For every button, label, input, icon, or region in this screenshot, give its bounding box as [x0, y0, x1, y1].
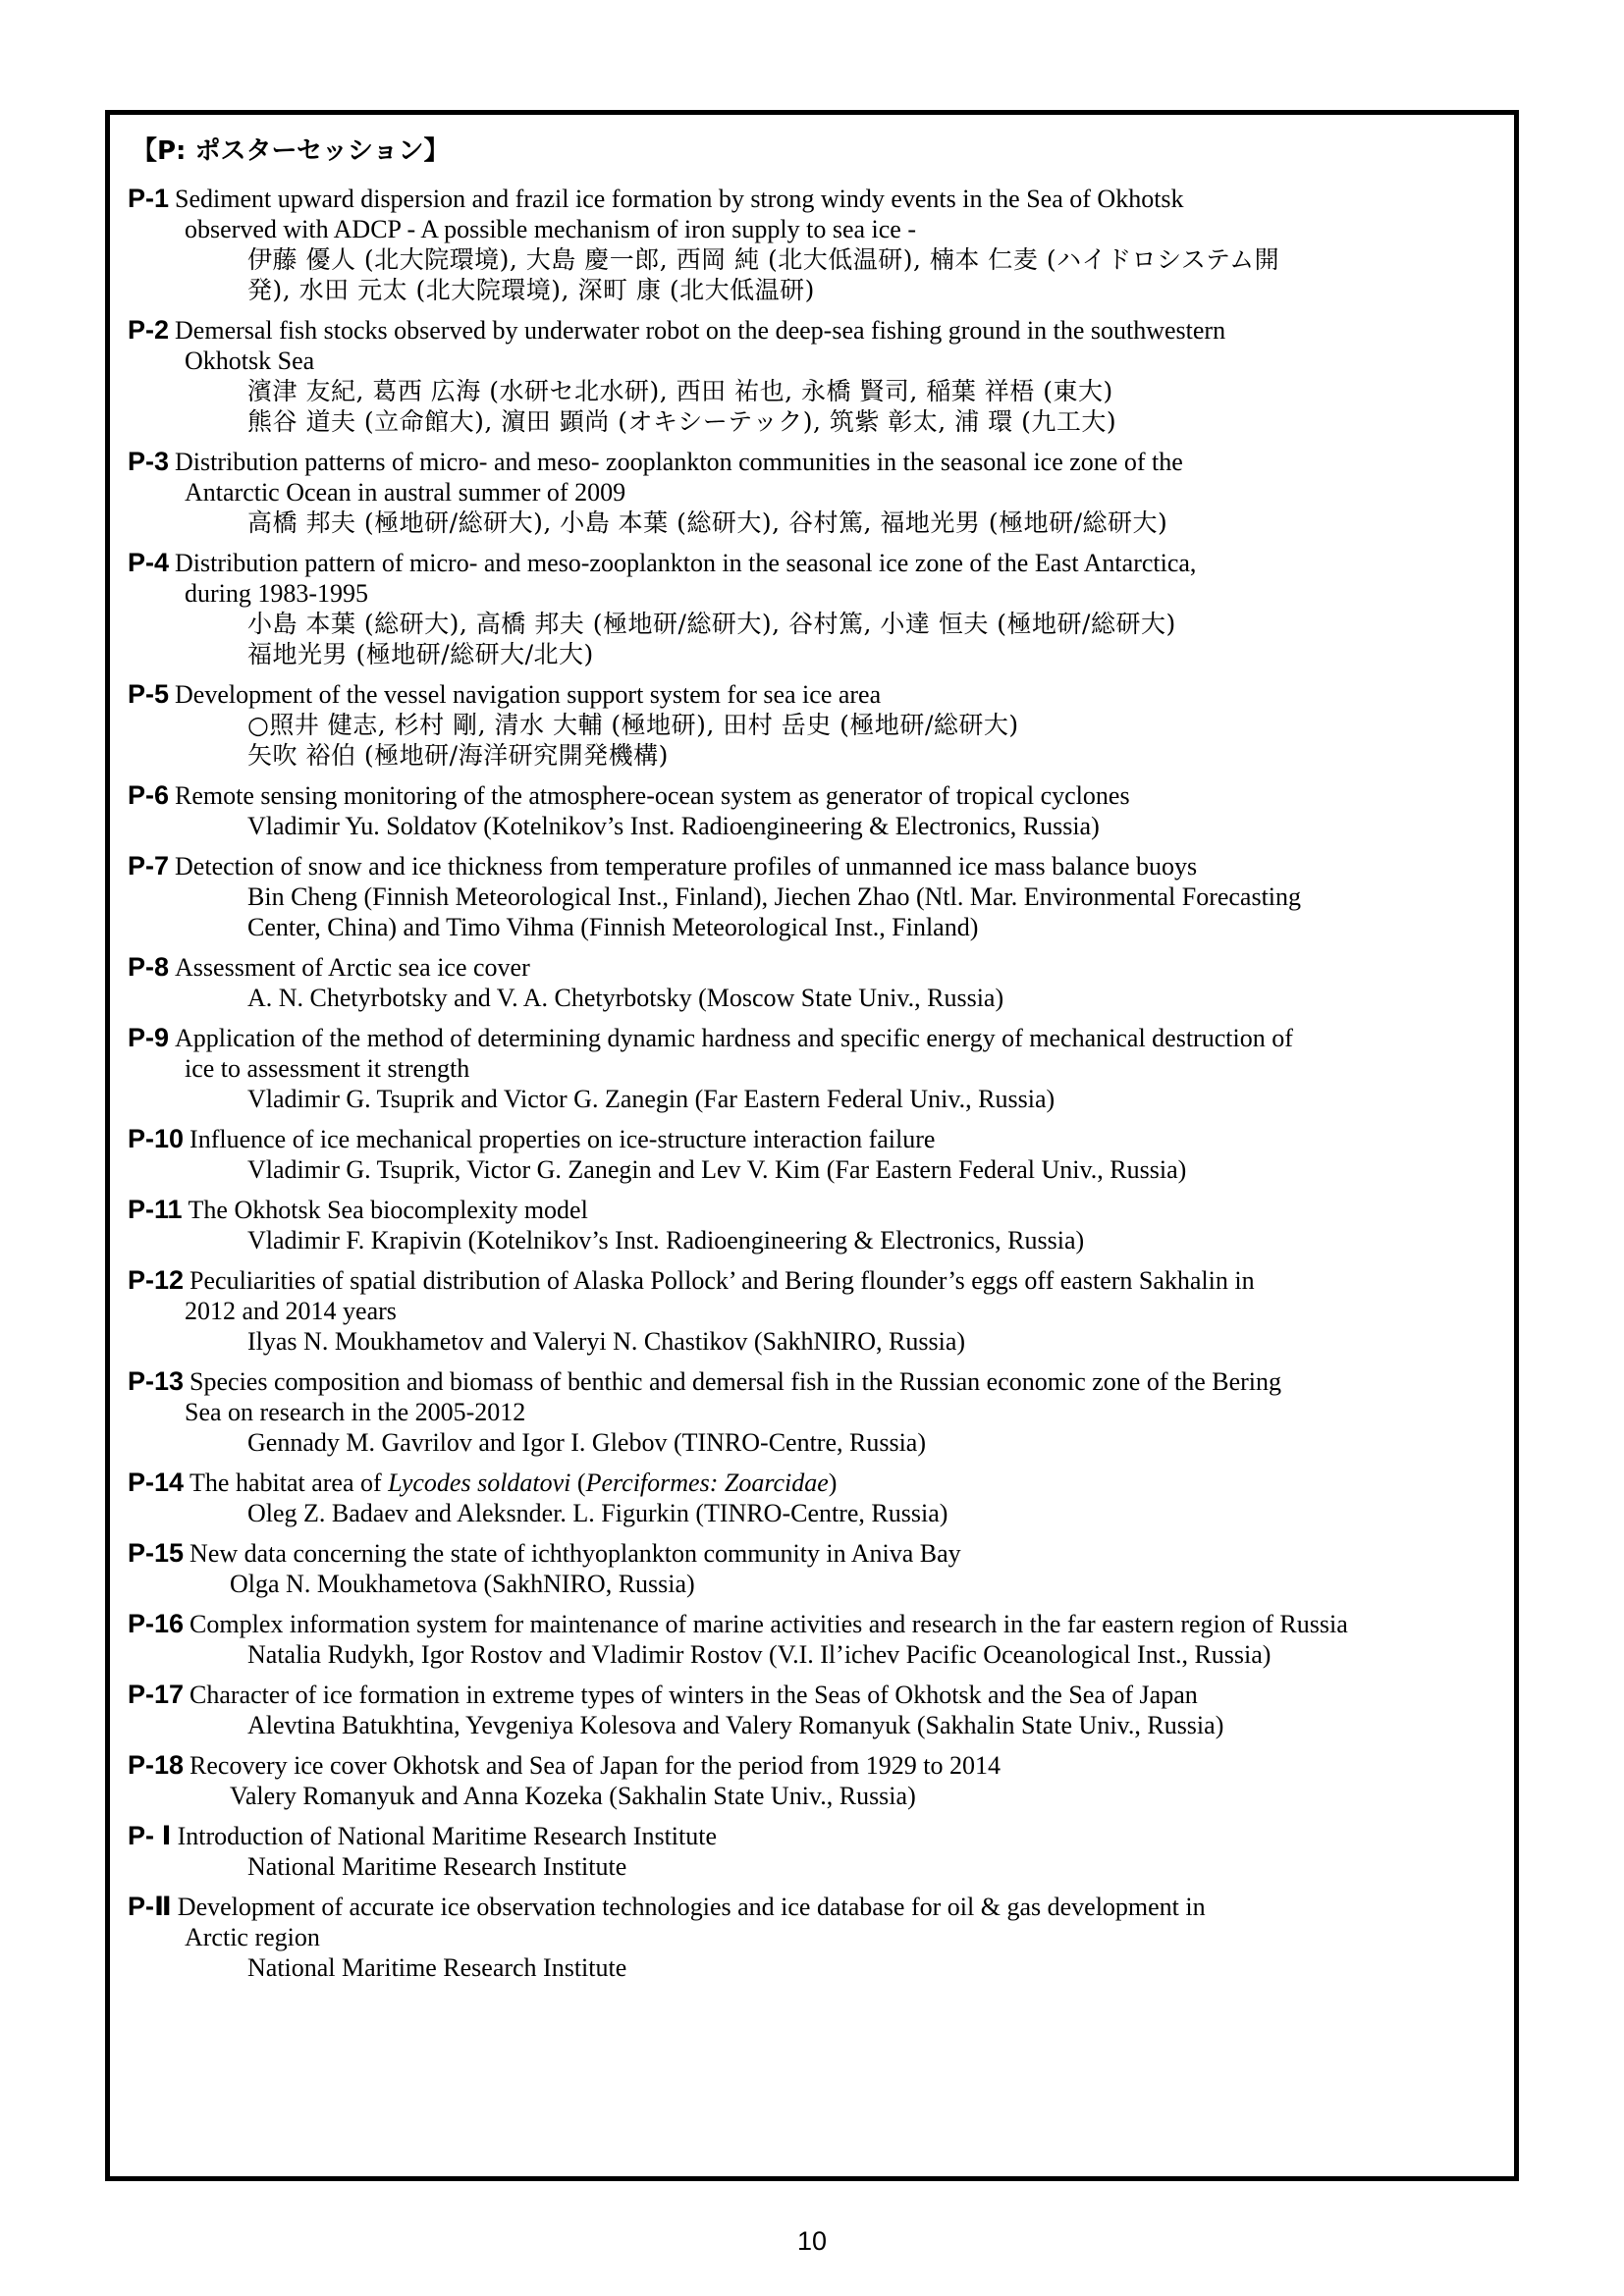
- entry-title-continued: Okhotsk Sea: [185, 347, 315, 375]
- poster-list: [128, 184, 1502, 1993]
- entry-title-line: [128, 1680, 1502, 1710]
- entry-title-line: [128, 1124, 1502, 1154]
- poster-entry: [128, 1366, 1502, 1458]
- entry-title-continued: ice to assessment it strength: [185, 1054, 470, 1083]
- entry-title-line: [128, 851, 1502, 881]
- entry-authors: Vladimir Yu. Soldatov (Kotelnikov’s Inst. Radioengineering & Electronics, Russia): [247, 812, 1100, 840]
- entry-authors: Olga N. Moukhametova (SakhNIRO, Russia): [230, 1570, 695, 1598]
- poster-entry: [128, 952, 1502, 1013]
- entry-authors: 発), 水田 元太 (北大院環境), 深町 康 (北大低温研): [247, 276, 815, 304]
- entry-title-continued: Sea on research in the 2005-2012: [185, 1398, 526, 1426]
- entry-title: Distribution pattern of micro- and meso-zooplankton in the seasonal ice zone of the East Antarctica,: [175, 549, 1197, 577]
- entry-authors: Oleg Z. Badaev and Aleksnder. L. Figurkin (TINRO-Centre, Russia): [247, 1499, 948, 1527]
- entry-code: P-3: [128, 447, 170, 476]
- entry-code: P-18: [128, 1750, 185, 1780]
- poster-entry: [128, 1821, 1502, 1882]
- entry-authors: 高橋 邦夫 (極地研/総研大), 小島 本葉 (総研大), 谷村篤, 福地光男 (極地研/総研大): [247, 508, 1168, 537]
- entry-authors: 小島 本葉 (総研大), 高橋 邦夫 (極地研/総研大), 谷村篤, 小達 恒夫 (極地研/総研大): [247, 610, 1176, 638]
- poster-entry: [128, 851, 1502, 942]
- entry-title: Influence of ice mechanical properties on ice-structure interaction failure: [189, 1125, 936, 1153]
- entry-title: Peculiarities of spatial distribution of Alaska Pollock’ and Bering flounder’s eggs off eastern Sakhalin in: [189, 1266, 1255, 1295]
- entry-title: Application of the method of determining dynamic hardness and specific energy of mechanical destruction of: [175, 1024, 1293, 1052]
- entry-title: Development of accurate ice observation technologies and ice database for oil & gas development in: [177, 1893, 1206, 1921]
- poster-entry: [128, 1609, 1502, 1670]
- entry-authors: National Maritime Research Institute: [247, 1852, 627, 1881]
- entry-code: P-Ⅱ: [128, 1892, 172, 1921]
- entry-authors: 矢吹 裕伯 (極地研/海洋研究開発機構): [247, 741, 669, 770]
- entry-authors: 福地光男 (極地研/総研大/北大): [247, 640, 594, 668]
- entry-title: Introduction of National Maritime Research Institute: [177, 1822, 718, 1850]
- entry-authors: Vladimir F. Krapivin (Kotelnikov’s Inst. Radioengineering & Electronics, Russia): [247, 1226, 1085, 1255]
- entry-title: Sediment upward dispersion and frazil ice formation by strong windy events in the Sea of Okhotsk: [175, 185, 1184, 213]
- entry-code: P-11: [128, 1195, 183, 1224]
- entry-code: P-14: [128, 1468, 185, 1497]
- entry-title-line: [128, 1366, 1502, 1397]
- entry-title: Detection of snow and ice thickness from temperature profiles of unmanned ice mass balance buoys: [175, 852, 1198, 881]
- entry-title-line: [128, 447, 1502, 477]
- entry-title: Demersal fish stocks observed by underwater robot on the deep-sea fishing ground in the southwestern: [175, 316, 1226, 345]
- entry-authors: 熊谷 道夫 (立命館大), 濵田 顕尚 (オキシーテック), 筑紫 彰太, 浦 環 (九工大): [247, 407, 1117, 436]
- entry-title-line: [128, 1195, 1502, 1225]
- entry-authors: Valery Romanyuk and Anna Kozeka (Sakhalin State Univ., Russia): [230, 1782, 916, 1810]
- poster-entry: [128, 1680, 1502, 1740]
- poster-entry: [128, 1265, 1502, 1357]
- section-title: 【P: ポスターセッション】: [132, 136, 450, 166]
- poster-entry: [128, 1750, 1502, 1811]
- poster-entry: [128, 548, 1502, 669]
- entry-code: P-15: [128, 1538, 185, 1568]
- poster-entry: [128, 1538, 1502, 1599]
- entry-title-line: [128, 1892, 1502, 1922]
- poster-entry: [128, 1195, 1502, 1255]
- entry-title: The Okhotsk Sea biocomplexity model: [188, 1196, 588, 1224]
- entry-code: P-16: [128, 1609, 185, 1638]
- entry-title: Complex information system for maintenance of marine activities and research in the far eastern region of Russia: [189, 1610, 1348, 1638]
- entry-authors: A. N. Chetyrbotsky and V. A. Chetyrbotsky (Moscow State Univ., Russia): [247, 984, 1004, 1012]
- entry-title: Development of the vessel navigation support system for sea ice area: [175, 680, 882, 709]
- entry-authors: Gennady M. Gavrilov and Igor I. Glebov (TINRO-Centre, Russia): [247, 1428, 927, 1457]
- entry-code: P-1: [128, 184, 170, 213]
- entry-title: Recovery ice cover Okhotsk and Sea of Japan for the period from 1929 to 2014: [189, 1751, 1001, 1780]
- entry-authors: ○照井 健志, 杉村 剛, 清水 大輔 (極地研), 田村 岳史 (極地研/総研大): [247, 711, 1019, 739]
- entry-title-line: [128, 184, 1502, 214]
- entry-authors: Natalia Rudykh, Igor Rostov and Vladimir Rostov (V.I. Il’ichev Pacific Oceanological Inst., Russia): [247, 1640, 1272, 1669]
- entry-code: P-6: [128, 780, 170, 810]
- poster-entry: [128, 1892, 1502, 1983]
- entry-code: P-7: [128, 851, 170, 881]
- entry-code: P-5: [128, 679, 170, 709]
- entry-title: New data concerning the state of ichthyoplankton community in Aniva Bay: [189, 1539, 961, 1568]
- entry-title-line: [128, 679, 1502, 710]
- entry-authors: Bin Cheng (Finnish Meteorological Inst., Finland), Jiechen Zhao (Ntl. Mar. Environmental Forecasting: [247, 882, 1302, 911]
- entry-title-continued: 2012 and 2014 years: [185, 1297, 397, 1325]
- entry-title: Assessment of Arctic sea ice cover: [175, 953, 530, 982]
- entry-authors: 濱津 友紀, 葛西 広海 (水研セ北水研), 西田 祐也, 永橋 賢司, 稲葉 祥梧 (東大): [247, 377, 1113, 405]
- entry-title-line: [128, 548, 1502, 578]
- entry-authors: Vladimir G. Tsuprik and Victor G. Zanegin (Far Eastern Federal Univ., Russia): [247, 1085, 1056, 1113]
- entry-authors: Vladimir G. Tsuprik, Victor G. Zanegin and Lev V. Kim (Far Eastern Federal Univ., Russia): [247, 1155, 1187, 1184]
- entry-authors: National Maritime Research Institute: [247, 1953, 627, 1982]
- poster-entry: [128, 1023, 1502, 1114]
- entry-code: P-4: [128, 548, 170, 577]
- poster-entry: [128, 447, 1502, 538]
- entry-title-continued: during 1983-1995: [185, 579, 369, 608]
- entry-title-continued: observed with ADCP - A possible mechanism of iron supply to sea ice -: [185, 215, 916, 243]
- entry-authors: 伊藤 優人 (北大院環境), 大島 慶一郎, 西岡 純 (北大低温研), 楠本 仁麦 (ハイドロシステム開: [247, 245, 1280, 274]
- entry-title-continued: Arctic region: [185, 1923, 320, 1951]
- entry-code: P-12: [128, 1265, 185, 1295]
- poster-entry: [128, 315, 1502, 437]
- poster-entry: [128, 1468, 1502, 1528]
- entry-title-line: [128, 1023, 1502, 1053]
- entry-title: Character of ice formation in extreme types of winters in the Seas of Okhotsk and the Sea of Japan: [189, 1681, 1198, 1709]
- entry-code: P-2: [128, 315, 170, 345]
- poster-session-frame: [105, 110, 1519, 2181]
- entry-title-line: [128, 1821, 1502, 1851]
- entry-code: P-13: [128, 1366, 185, 1396]
- entry-title-line: [128, 1468, 1502, 1498]
- poster-entry: [128, 1124, 1502, 1185]
- entry-authors: Center, China) and Timo Vihma (Finnish Meteorological Inst., Finland): [247, 913, 979, 941]
- entry-code: P-10: [128, 1124, 185, 1153]
- entry-title-line: [128, 1609, 1502, 1639]
- entry-title-line: [128, 952, 1502, 983]
- entry-title: The habitat area of Lycodes soldatovi (Perciformes: Zoarcidae): [189, 1468, 838, 1497]
- poster-entry: [128, 679, 1502, 771]
- poster-entry: [128, 184, 1502, 305]
- entry-code: P-8: [128, 952, 170, 982]
- entry-title-line: [128, 1538, 1502, 1569]
- poster-entry: [128, 780, 1502, 841]
- entry-title: Distribution patterns of micro- and meso- zooplankton communities in the seasonal ice zone of the: [175, 448, 1183, 476]
- entry-title-line: [128, 780, 1502, 811]
- entry-title: Species composition and biomass of benthic and demersal fish in the Russian economic zone of the Bering: [189, 1367, 1282, 1396]
- page-number: 10: [796, 2226, 828, 2256]
- entry-title-line: [128, 1750, 1502, 1781]
- entry-code: P-17: [128, 1680, 185, 1709]
- entry-authors: Ilyas N. Moukhametov and Valeryi N. Chastikov (SakhNIRO, Russia): [247, 1327, 966, 1356]
- entry-code: P-9: [128, 1023, 170, 1052]
- entry-authors: Alevtina Batukhtina, Yevgeniya Kolesova and Valery Romanyuk (Sakhalin State Univ., Russia): [247, 1711, 1224, 1739]
- entry-title-continued: Antarctic Ocean in austral summer of 2009: [185, 478, 626, 507]
- entry-code: P- Ⅰ: [128, 1821, 172, 1850]
- entry-title: Remote sensing monitoring of the atmosphere-ocean system as generator of tropical cyclones: [175, 781, 1130, 810]
- entry-title-line: [128, 315, 1502, 346]
- entry-title-line: [128, 1265, 1502, 1296]
